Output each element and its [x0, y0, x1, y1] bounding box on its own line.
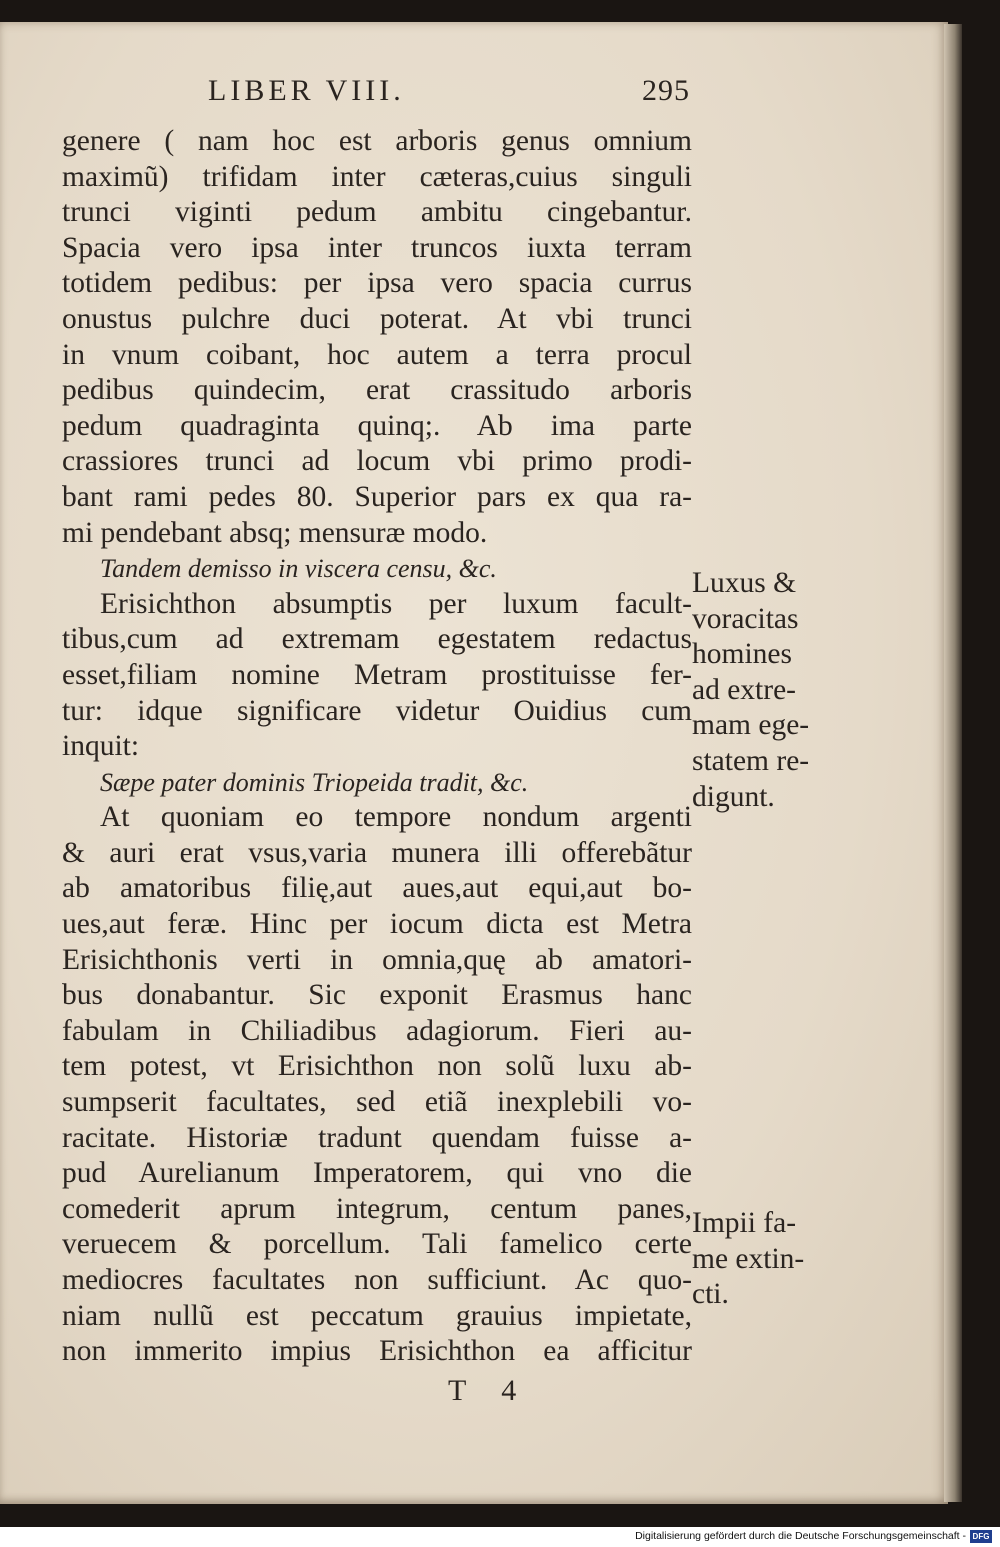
text-line: maximũ) trifidam inter cæteras,cuius singuli — [62, 160, 692, 193]
text-line: racitate. Historiæ tradunt quendam fuisse a- — [62, 1121, 692, 1154]
text-line: non immerito impius Erisichthon ea afficitur — [62, 1335, 692, 1368]
margin-note-line: voracitas — [692, 602, 799, 635]
text-line: pedum quadraginta quinq;. Ab ima parte — [62, 409, 692, 442]
text-line: At quoniam eo tempore nondum argenti — [100, 801, 692, 834]
text-line: sumpserit facultates, sed etiã inexplebili vo- — [62, 1086, 692, 1119]
text-line: niam nullũ est peccatum grauius impietate, — [62, 1299, 692, 1332]
signature-mark: T 4 — [448, 1374, 531, 1407]
running-head: LIBER VIII. — [208, 74, 405, 107]
margin-note-luxus — [692, 566, 852, 815]
book-page — [0, 22, 948, 1504]
main-text-block — [62, 124, 692, 1370]
margin-note-line: mam ege- — [692, 709, 810, 742]
text-line: ab amatoribus filię,aut aues,aut equi,aut bo- — [62, 872, 692, 905]
funding-credit: Digitalisierung gefördert durch die Deutsche Forschungsgemeinschaft - — [635, 1530, 966, 1542]
digitization-footer — [0, 1527, 1000, 1547]
text-line: genere ( nam hoc est arboris genus omnium — [62, 125, 692, 157]
text-line: mediocres facultates non sufficiunt. Ac quo- — [62, 1264, 692, 1296]
text-line: mi pendebant absq; mensuræ modo. — [62, 516, 488, 549]
margin-note-line: Luxus & — [692, 567, 797, 599]
margin-note-line: cti. — [692, 1278, 729, 1311]
margin-note-impii — [692, 1206, 852, 1313]
verse-quotation: Sæpe pater dominis Triopeida tradit, &c. — [100, 767, 529, 797]
text-line: in vnum coibant, hoc autem a terra procul — [62, 338, 692, 371]
text-line: pedibus quindecim, erat crassitudo arboris — [62, 374, 692, 407]
margin-note-line: me extin- — [692, 1242, 805, 1275]
margin-note-line: statem re- — [692, 744, 810, 777]
text-line: crassiores trunci ad locum vbi primo prodi- — [62, 445, 692, 478]
margin-note-line: ad extre- — [692, 673, 796, 706]
text-line: veruecem & porcellum. Tali famelico certe — [62, 1228, 692, 1261]
text-line: bant rami pedes 80. Superior pars ex qua ra- — [62, 480, 692, 513]
text-line: inquit: — [62, 730, 140, 763]
margin-note-line: homines — [692, 638, 792, 671]
text-line: ues,aut feræ. Hinc per iocum dicta est Metra — [62, 908, 692, 941]
text-line: totidem pedibus: per ipsa vero spacia currus — [62, 267, 692, 300]
text-line: esset,filiam nomine Metram prostituisse fer- — [62, 658, 692, 691]
margin-note-line: Impii fa- — [692, 1207, 797, 1239]
text-line: tibus,cum ad extremam egestatem redactus — [62, 623, 692, 656]
margin-note-line: digunt. — [692, 780, 775, 813]
text-line: tem potest, vt Erisichthon non solũ luxu ab- — [62, 1050, 692, 1083]
dfg-logo: DFG — [970, 1530, 992, 1543]
text-line: pud Aurelianum Imperatorem, qui vno die — [62, 1157, 692, 1190]
text-line: Erisichthonis verti in omnia,quę ab amatori- — [62, 943, 692, 976]
verse-quotation: Tandem demisso in viscera censu, &c. — [100, 554, 497, 584]
text-line: Spacia vero ipsa inter truncos iuxta terram — [62, 231, 692, 264]
text-line: fabulam in Chiliadibus adagiorum. Fieri au- — [62, 1014, 692, 1047]
text-line: comederit aprum integrum, centum panes, — [62, 1192, 692, 1225]
page-edge-shadow — [944, 24, 962, 1502]
page-number: 295 — [642, 74, 690, 107]
text-line: trunci viginti pedum ambitu cingebantur. — [62, 196, 692, 229]
text-line: tur: idque significare videtur Ouidius cum — [62, 694, 692, 727]
text-line: onustus pulchre duci poterat. At vbi trunci — [62, 302, 692, 335]
text-line: Erisichthon absumptis per luxum facult- — [100, 587, 692, 620]
text-line: & auri erat vsus,varia munera illi offerebãtur — [62, 836, 692, 869]
text-line: bus donabantur. Sic exponit Erasmus hanc — [62, 979, 692, 1012]
